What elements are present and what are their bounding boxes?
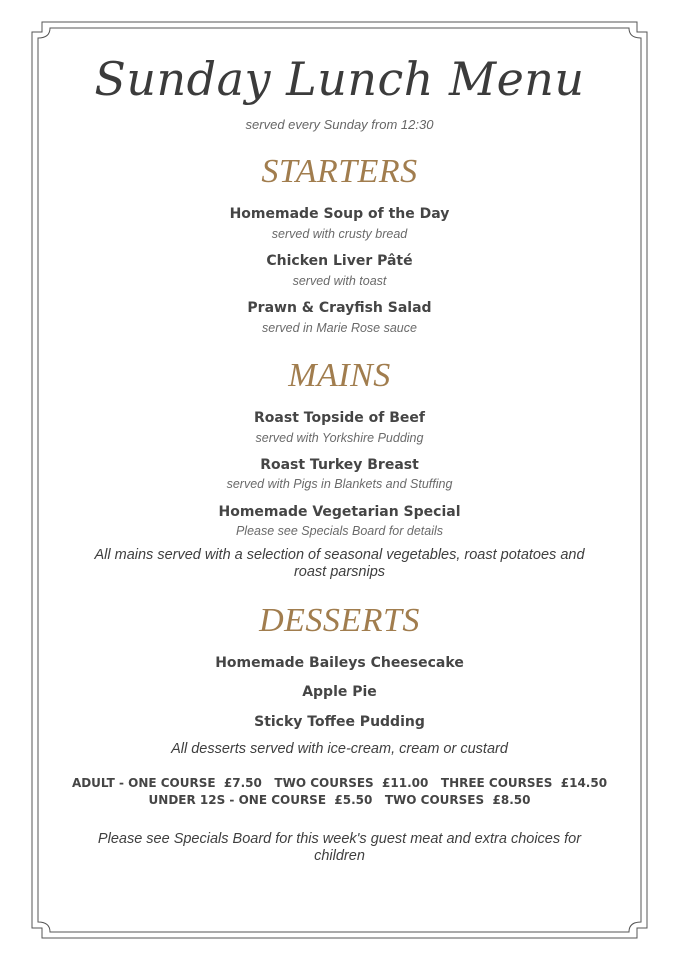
starter-item-desc: served with crusty bread [271,227,408,241]
dessert-item-name: Sticky Toffee Pudding [254,714,425,730]
starter-item-desc: served with toast [292,274,387,288]
main-item-name: Roast Topside of Beef [254,410,425,426]
main-item-name: Homemade Vegetarian Special [218,504,461,520]
mains-note: All mains served with a selection of seasonal vegetables, roast potatoes and roast parsnips [94,547,585,580]
dessert-item-name: Homemade Baileys Cheesecake [215,655,464,671]
desserts-heading: DESSERTS [259,602,420,639]
main-item-desc: Please see Specials Board for details [235,524,444,538]
main-item-desc: served with Pigs in Blankets and Stuffing [226,477,453,491]
footer-note: Please see Specials Board for this week's guest meat and extra choices for children [97,831,582,864]
desserts-note: All desserts served with ice-cream, cream or custard [171,741,508,757]
starter-item-desc: served in Marie Rose sauce [262,321,417,335]
starter-item-name: Homemade Soup of the Day [229,206,450,222]
mains-heading: MAINS [288,357,391,394]
starter-item-name: Prawn & Crayfish Salad [247,300,432,316]
menu-title: Sunday Lunch Menu [94,52,585,106]
dessert-item-name: Apple Pie [302,684,377,700]
adult-prices: ADULT - ONE COURSE £7.50 TWO COURSES £11.00 THREE COURSES £14.50 [71,776,608,790]
menu-subtitle: served every Sunday from 12:30 [245,117,434,132]
main-item-name: Roast Turkey Breast [260,457,419,473]
starters-heading: STARTERS [261,153,418,190]
main-item-desc: served with Yorkshire Pudding [255,431,424,445]
starter-item-name: Chicken Liver Pâté [266,253,413,269]
under12-prices: UNDER 12S - ONE COURSE £5.50 TWO COURSES £8.50 [148,793,531,807]
